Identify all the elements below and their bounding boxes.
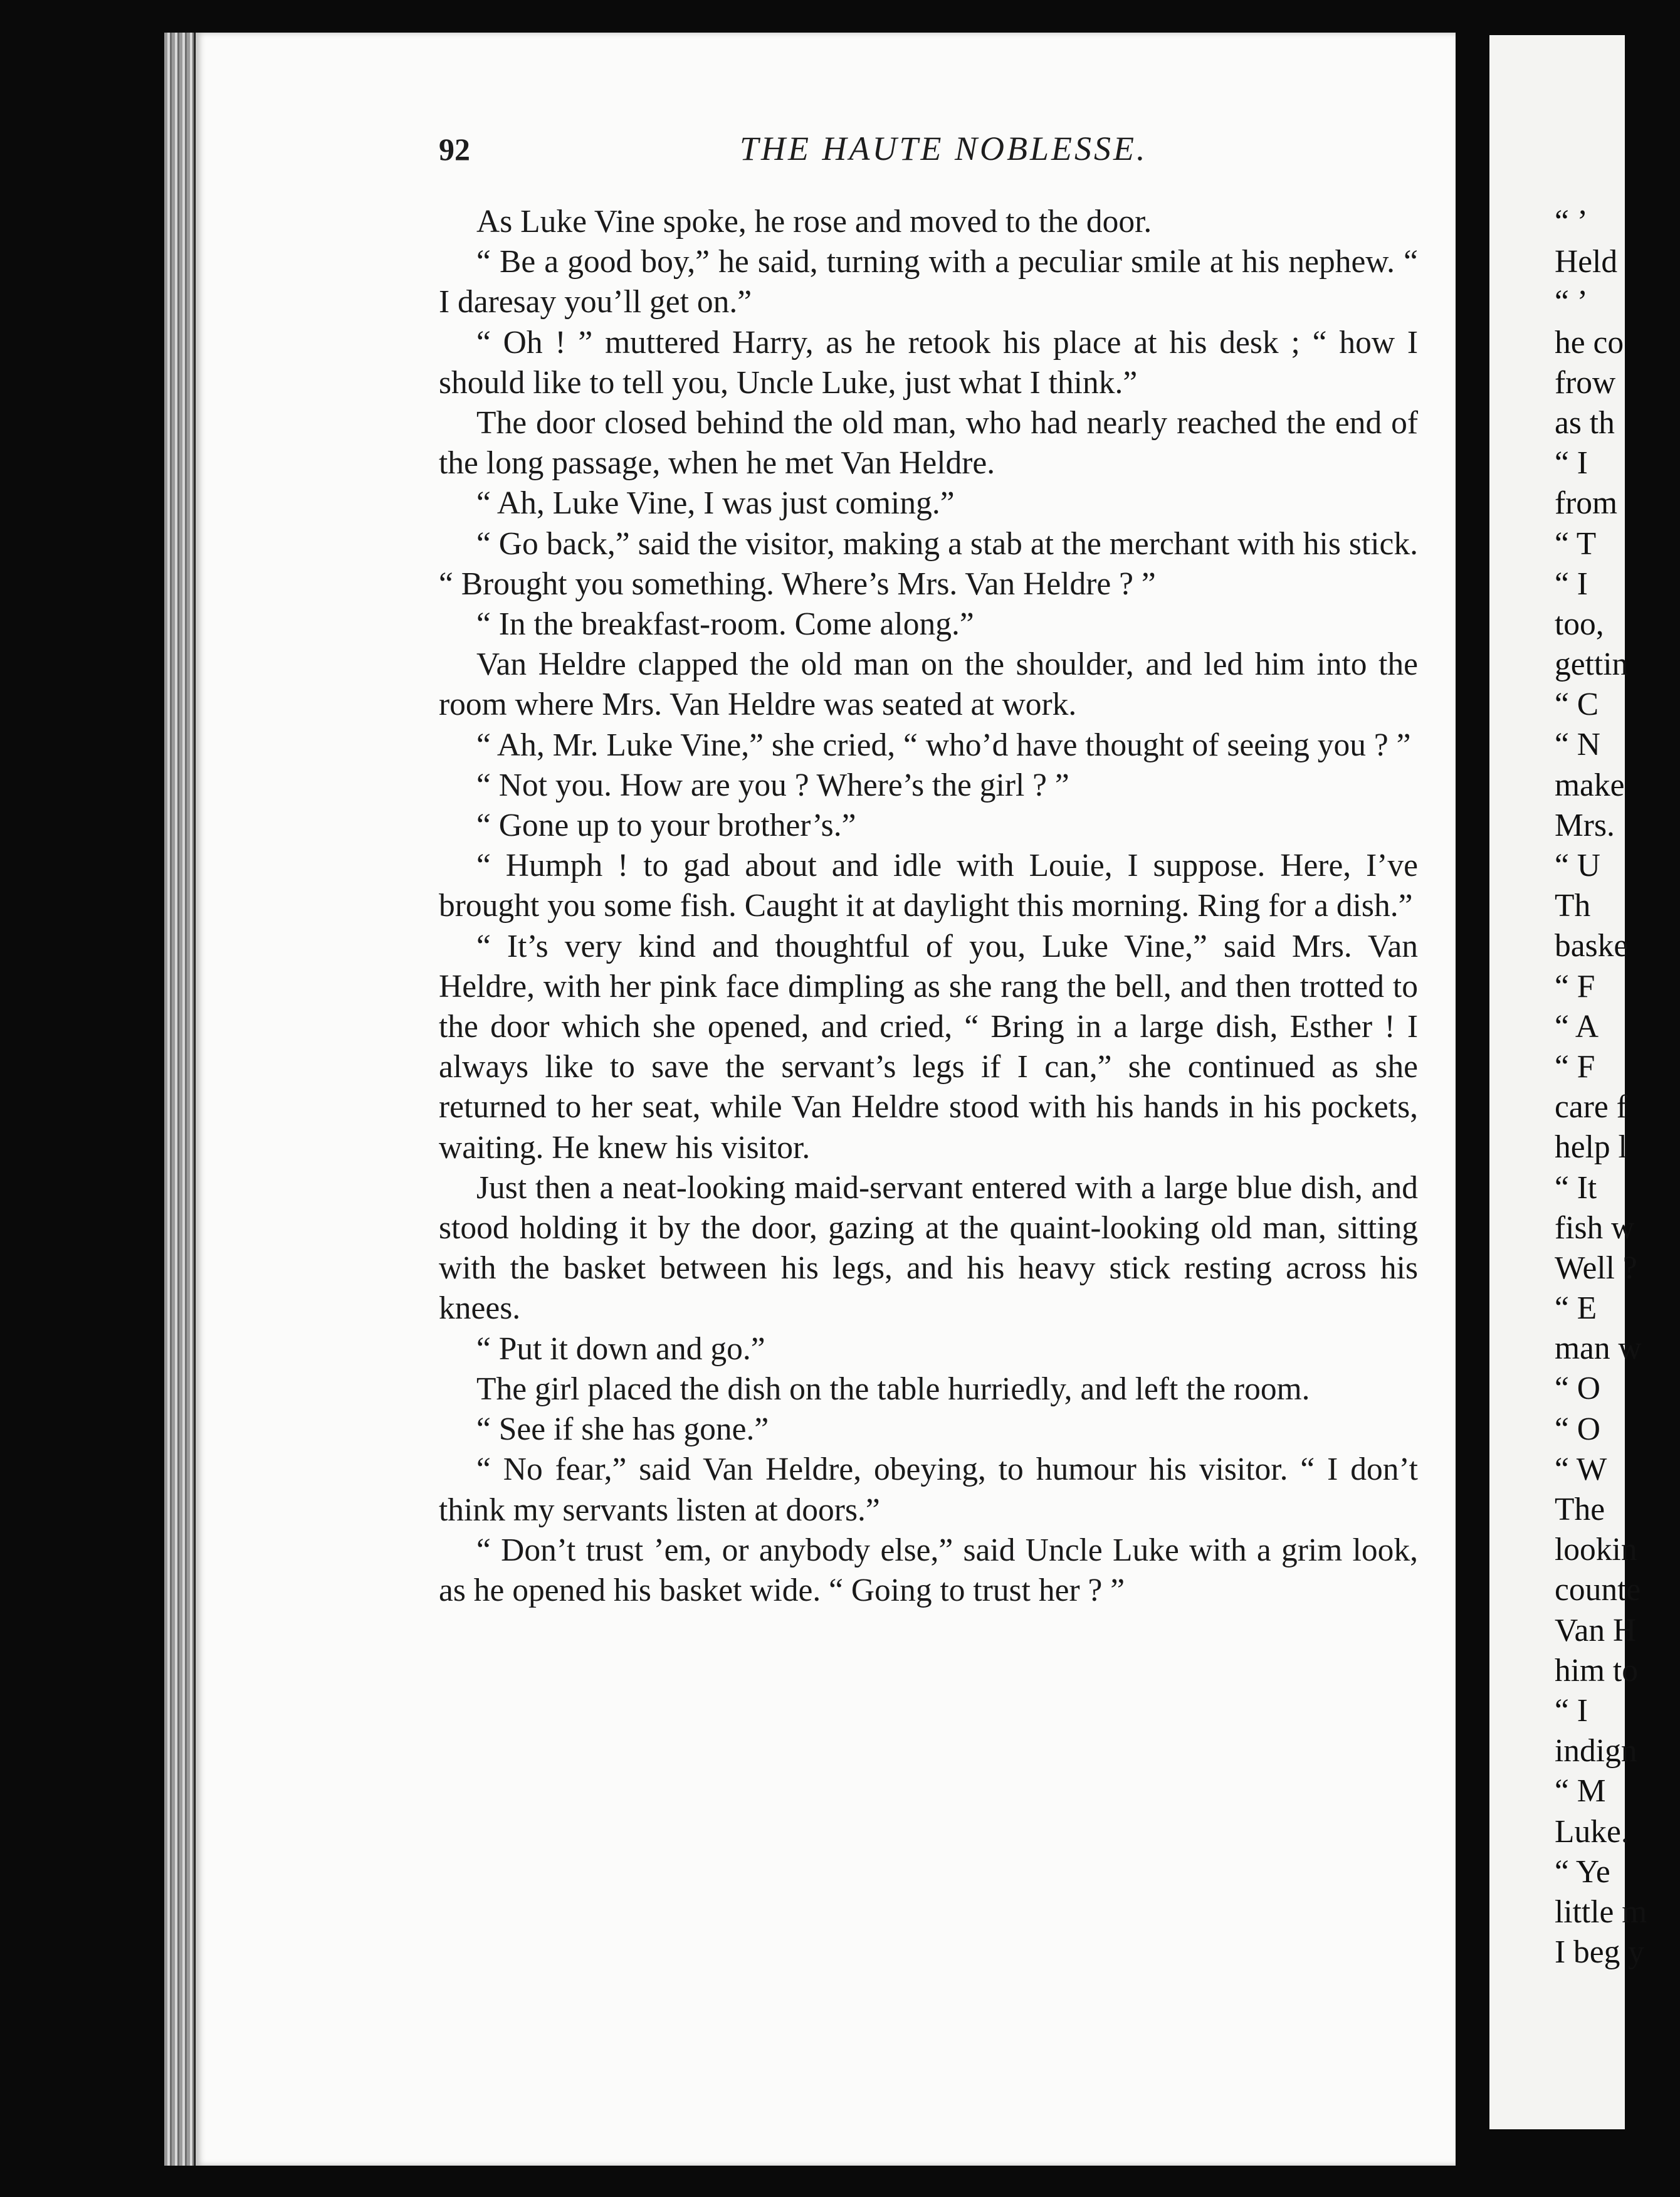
paragraph: “ Go back,” said the visitor, making a stab at the merchant with his stick. “ Brought you something. Where’s Mrs. Van Heldre ? ” [439,525,1418,602]
next-page-line: “ C [1555,687,1599,723]
next-page-line: “ N [1555,727,1600,763]
next-page-line: help l [1555,1129,1627,1166]
paragraph: “ It’s very kind and thoughtful of you, Luke Vine,” said Mrs. Van Heldre, with her pink face dimpling as she rang the bell, and then trotted to the door which she opened, and cried, “ Bring in a large dish, Esther ! I always like to save the servant’s legs if I can,” she continued as she returned to her seat, while Van Heldre stood with his hands in his pockets, waiting. He knew his visitor. [439,928,1418,1166]
next-page-line: “ I [1555,445,1588,482]
next-page-line: Mrs. [1555,807,1615,843]
next-page-line: “ I [1555,1692,1588,1729]
next-page-line: “ F [1555,968,1595,1004]
paragraph: “ Not you. How are you ? Where’s the girl ? ” [476,767,1069,803]
next-page-line: he co [1555,324,1624,361]
next-page-line: “ M [1555,1773,1606,1810]
paragraph: Just then a neat-looking maid-servant entered with a large blue dish, and stood holding it by the door, gazing at the quaint-looking old man, sitting with the basket between his legs, and his heavy stick resting across his knees. [439,1169,1418,1327]
next-page-line: indign [1555,1733,1637,1769]
next-page-line: “ T [1555,525,1597,562]
paragraph: “ Oh ! ” muttered Harry, as he retook his place at his desk ; “ how I should like to tell you, Uncle Luke, just what I think.” [439,324,1418,401]
next-page-line: gettin [1555,646,1629,683]
next-page-line: as th [1555,404,1615,441]
next-page-line: Th [1555,888,1591,924]
paragraph: As Luke Vine spoke, he rose and moved to the door. [476,204,1152,240]
next-page-line: man w [1555,1330,1642,1367]
paragraph: “ Humph ! to gad about and idle with Louie, I suppose. Here, I’ve brought you some fish. Caught it at daylight this morning. Ring for a dish.” [439,848,1418,924]
next-page-line: “ Ye [1555,1853,1610,1890]
next-page-line: Van H [1555,1612,1637,1648]
next-page-line: him to [1555,1652,1639,1689]
next-page-line: “ E [1555,1290,1597,1327]
next-page-line: “ I [1555,566,1588,602]
next-page-text [1555,202,1680,1973]
paragraph: The girl placed the dish on the table hurriedly, and left the room. [476,1371,1310,1407]
paragraph: “ Gone up to your brother’s.” [476,808,856,844]
next-page-line: frow [1555,364,1616,401]
paragraph: “ Ah, Mr. Luke Vine,” she cried, “ who’d have thought of seeing you ? ” [476,727,1411,763]
paragraph: “ Don’t trust ’em, or anybody else,” said Uncle Luke with a grim look, as he opened his basket wide. “ Going to trust her ? ” [439,1532,1418,1608]
next-page-line: “ O [1555,1411,1600,1447]
running-head: THE HAUTE NOBLESSE. [740,130,1148,167]
next-page-line: “ W [1555,1451,1607,1487]
paragraph: “ Put it down and go.” [476,1330,765,1367]
paragraph: “ Be a good boy,” he said, turning with a peculiar smile at his nephew. “ I daresay you’ll get on.” [439,244,1418,320]
paragraph: “ No fear,” said Van Heldre, obeying, to humour his visitor. “ I don’t think my servants listen at doors.” [439,1451,1418,1528]
paragraph: “ In the breakfast-room. Come along.” [476,606,974,643]
paragraph: “ Ah, Luke Vine, I was just coming.” [476,485,955,522]
next-page-line: Luke. [1555,1813,1629,1850]
next-page-line: fish w [1555,1209,1635,1246]
next-page-line: from [1555,485,1618,522]
next-page-line: I beg y [1555,1934,1645,1971]
next-page-line: Held [1555,244,1618,280]
book-page-edges [164,33,194,2166]
next-page-line: “ A [1555,1008,1599,1045]
paragraph: “ See if she has gone.” [476,1411,769,1448]
next-page-line: baske [1555,928,1629,964]
paragraph: The door closed behind the old man, who had nearly reached the end of the long passage, when he met Van Heldre. [439,405,1418,482]
next-page-line: The [1555,1492,1605,1527]
next-page-line: “ ’ [1555,204,1588,240]
next-page-line: “ ’ [1555,284,1588,320]
next-page-line: “ U [1555,848,1600,883]
next-page-line: care f [1555,1089,1627,1125]
next-page-line: “ It [1555,1169,1597,1206]
page-number: 92 [439,132,470,167]
page-header [439,129,1266,168]
next-page-line: “ F [1555,1048,1595,1085]
paragraph: Van Heldre clapped the old man on the shoulder, and led him into the room where Mrs. Van Heldre was seated at work. [439,646,1418,723]
next-page-line: “ O [1555,1371,1600,1407]
body-text [439,202,1418,1611]
next-page-line: counte [1555,1572,1641,1608]
next-page-line: little m [1555,1894,1647,1930]
next-page-line: lookin [1555,1532,1637,1568]
next-page-line: make [1555,767,1625,803]
next-page-line: too, [1555,606,1604,642]
next-page-line: Well ? [1555,1250,1637,1286]
